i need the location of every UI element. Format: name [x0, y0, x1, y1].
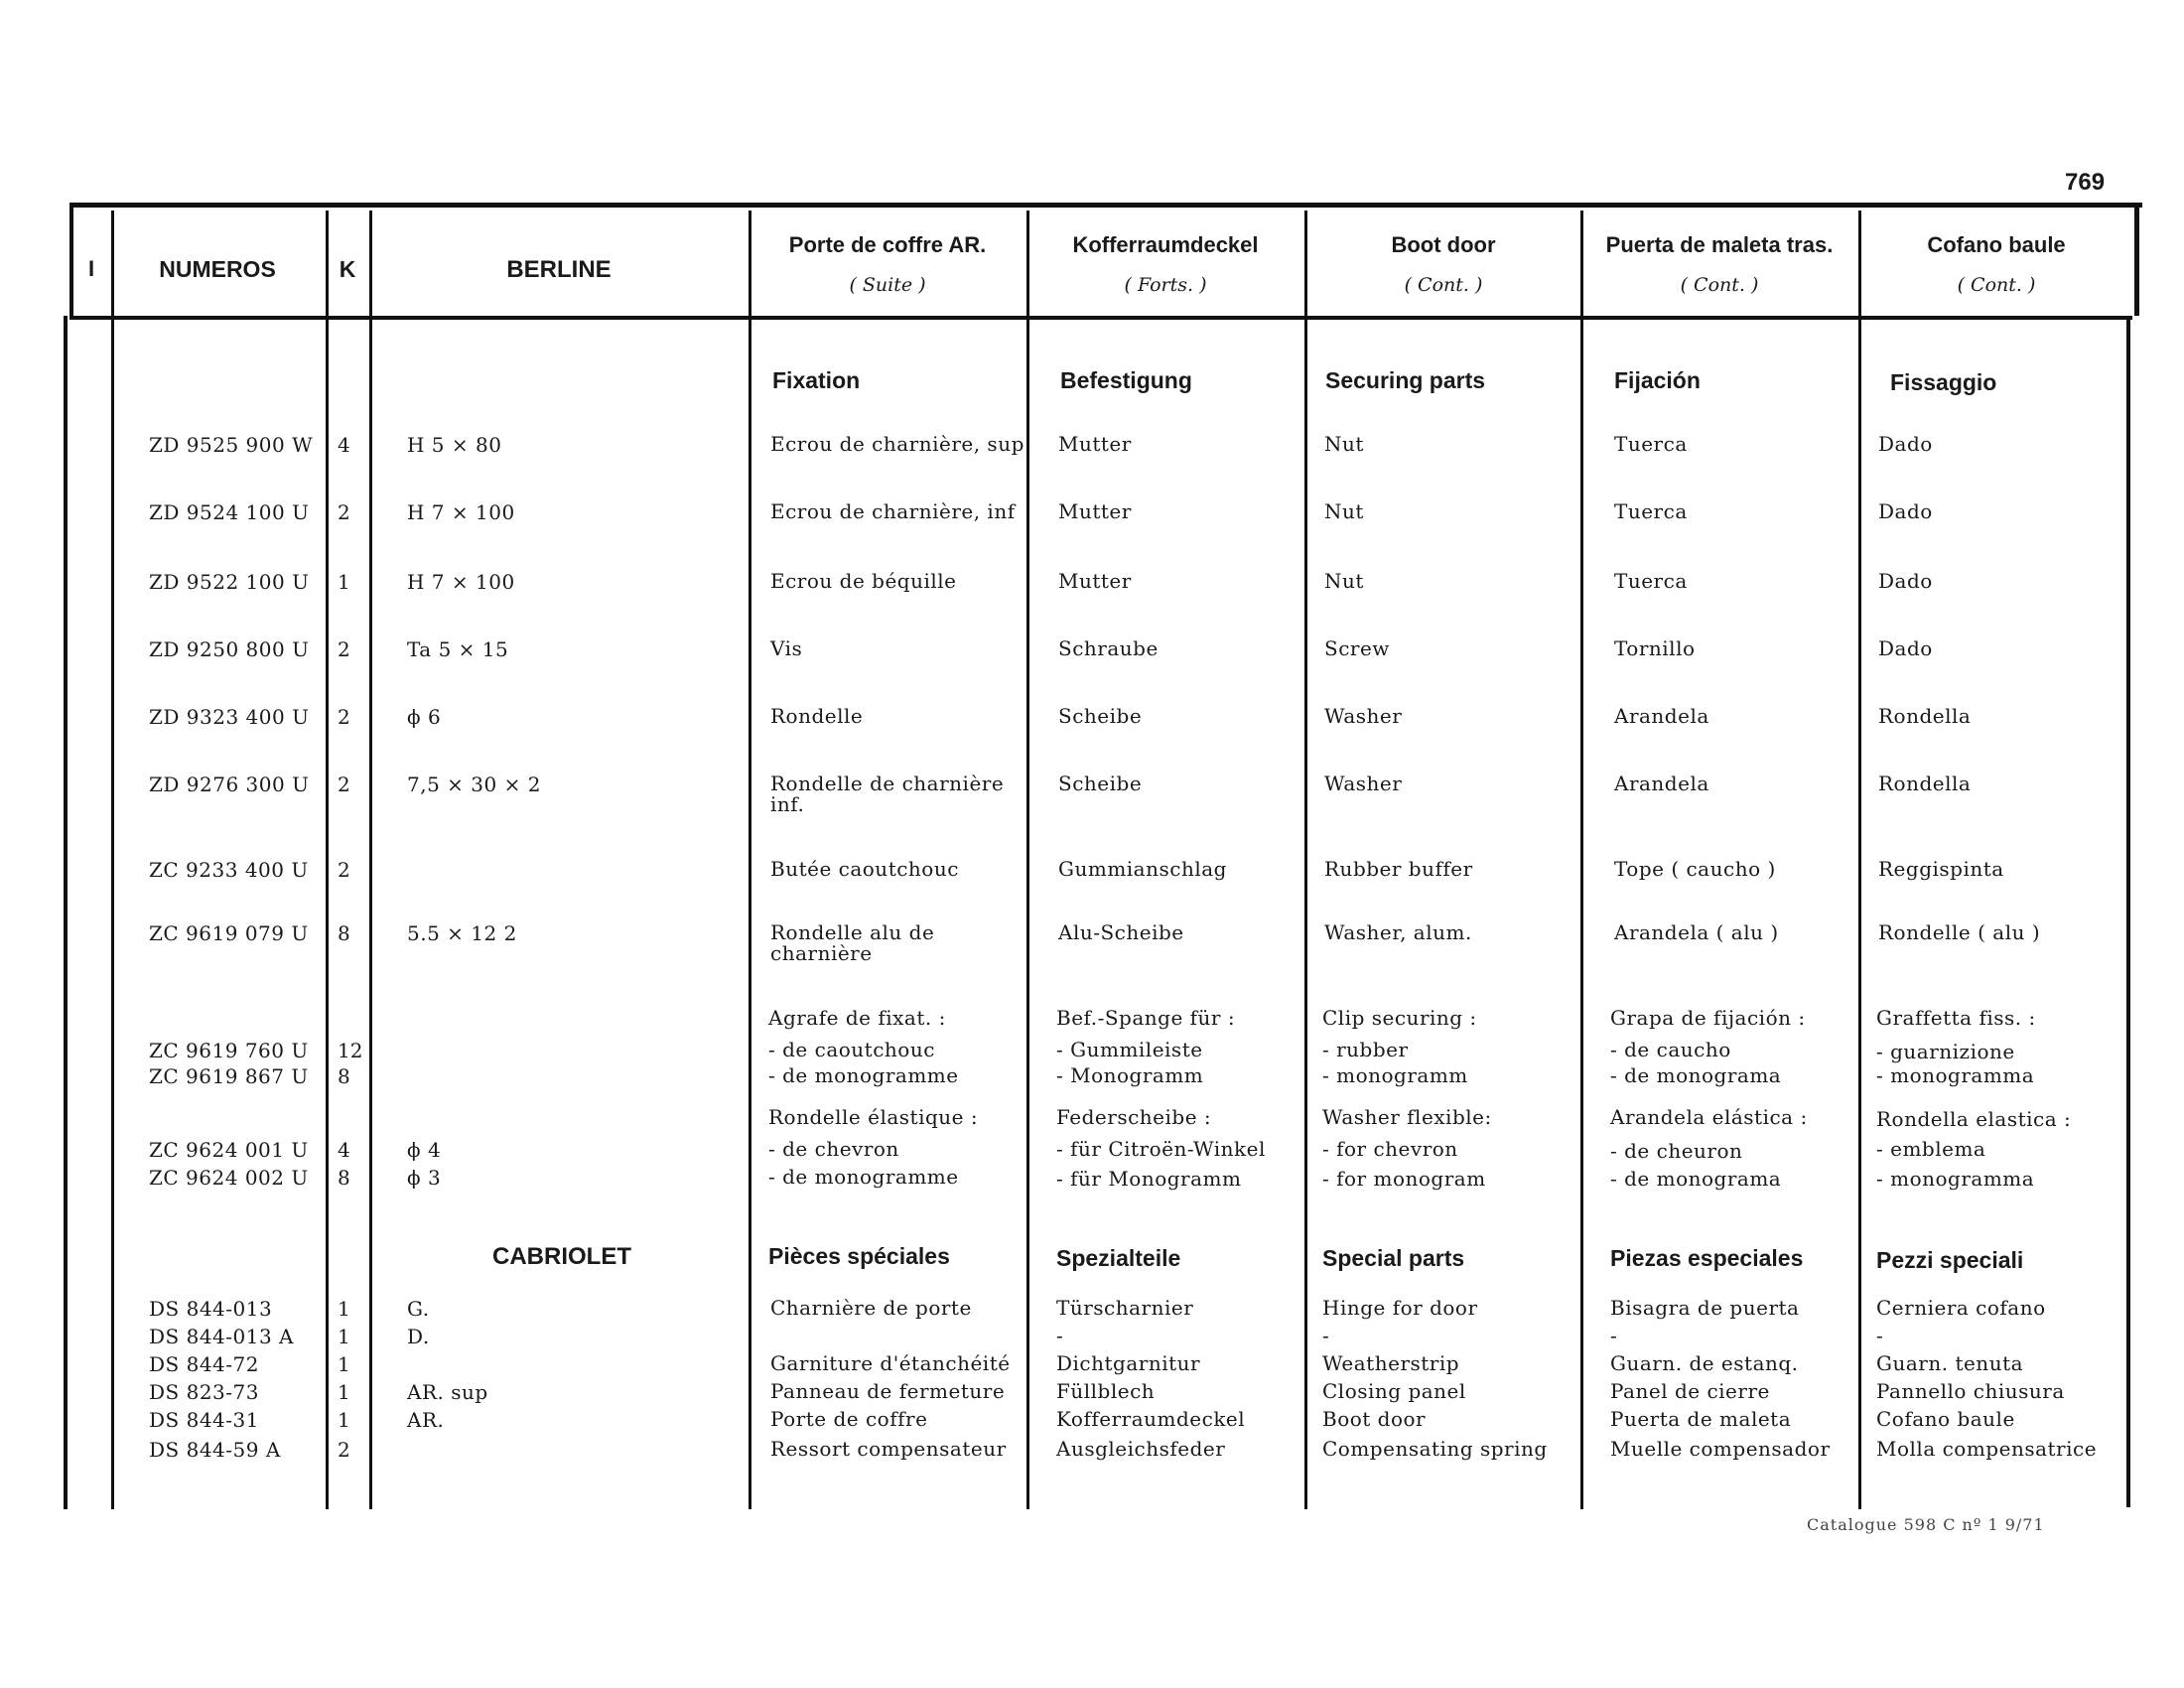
desc-en: - for chevron — [1322, 1137, 1458, 1161]
group-heading: Clip securing : — [1322, 1006, 1477, 1030]
quantity: 2 — [338, 773, 350, 796]
table-right-border — [2134, 203, 2139, 316]
desc-it: Dado — [1878, 569, 1933, 593]
desc-en: Rubber buffer — [1324, 857, 1473, 881]
header-lang-sub: ( Suite ) — [849, 274, 926, 296]
header-lang-title: Porte de coffre AR. — [788, 232, 987, 257]
quantity: 1 — [338, 1380, 350, 1404]
desc-es: Guarn. de estanq. — [1610, 1351, 1799, 1375]
desc-de: - für Monogramm — [1056, 1167, 1242, 1191]
desc-en: - monogramm — [1322, 1063, 1468, 1087]
desc-fr: Butée caoutchouc — [770, 857, 959, 881]
part-number: ZC 9624 002 U — [149, 1166, 309, 1190]
desc-es: Arandela — [1614, 704, 1709, 728]
desc-it: - — [1876, 1324, 1884, 1347]
desc-it: - monogramma — [1876, 1063, 2035, 1087]
header-k: K — [339, 256, 356, 282]
specification: 7,5 × 30 × 2 — [407, 773, 541, 796]
desc-fr: Ecrou de charnière, inf — [770, 499, 1016, 523]
quantity: 4 — [338, 433, 350, 457]
desc-en: - for monogram — [1322, 1167, 1486, 1191]
desc-de: Scheibe — [1058, 704, 1143, 728]
quantity: 1 — [338, 570, 350, 594]
column-divider — [1858, 211, 1861, 1509]
desc-en: Washer — [1324, 704, 1403, 728]
desc-de: Alu-Scheibe — [1058, 920, 1184, 944]
desc-en: Washer — [1324, 772, 1403, 795]
desc-fr: Garniture d'étanchéité — [770, 1351, 1011, 1375]
group-heading: Federscheibe : — [1056, 1105, 1212, 1129]
desc-es: - de monograma — [1610, 1063, 1782, 1087]
quantity: 8 — [338, 921, 350, 945]
specification: AR. sup — [407, 1380, 488, 1404]
desc-it: Cofano baule — [1876, 1407, 2015, 1431]
part-number: DS 823-73 — [149, 1380, 259, 1404]
desc-it: Pannello chiusura — [1876, 1379, 2065, 1403]
quantity: 2 — [338, 705, 350, 729]
quantity: 2 — [338, 500, 350, 524]
desc-it: Rondella — [1878, 704, 1972, 728]
quantity: 2 — [338, 637, 350, 661]
desc-es: Muelle compensador — [1610, 1437, 1831, 1461]
specification: ϕ 4 — [407, 1138, 442, 1162]
part-number: ZC 9619 079 U — [149, 921, 309, 945]
part-number: ZC 9619 760 U — [149, 1039, 309, 1062]
quantity: 1 — [338, 1352, 350, 1376]
desc-it: Dado — [1878, 636, 1933, 660]
section-heading: Fissaggio — [1890, 369, 1997, 395]
desc-de: - für Citroën-Winkel — [1056, 1137, 1266, 1161]
group-heading: Rondelle élastique : — [768, 1105, 979, 1129]
desc-fr: Vis — [770, 636, 803, 660]
desc-fr: Ecrou de béquille — [770, 569, 957, 593]
section-heading: Fixation — [772, 367, 861, 393]
desc-en: Boot door — [1322, 1407, 1427, 1431]
part-number: DS 844-31 — [149, 1408, 259, 1432]
group-heading: Rondella elastica : — [1876, 1107, 2072, 1131]
section-heading: Befestigung — [1060, 367, 1192, 393]
specification: AR. — [407, 1408, 445, 1432]
desc-en: Nut — [1324, 569, 1364, 593]
desc-fr: - de caoutchouc — [768, 1038, 935, 1061]
desc-fr: - de monogramme — [768, 1063, 959, 1087]
desc-it: Cerniera cofano — [1876, 1296, 2046, 1320]
desc-de: Ausgleichsfeder — [1056, 1437, 1226, 1461]
desc-it: Guarn. tenuta — [1876, 1351, 2024, 1375]
desc-es: Arandela ( alu ) — [1614, 920, 1779, 944]
specification: G. — [407, 1297, 430, 1321]
desc-it: Reggispinta — [1878, 857, 2004, 881]
group-heading: Washer flexible: — [1322, 1105, 1492, 1129]
section-heading: Securing parts — [1325, 367, 1486, 393]
desc-fr-continued: inf. — [770, 792, 805, 816]
specification: 5.5 × 12 2 — [407, 921, 517, 945]
desc-de: Türscharnier — [1056, 1296, 1194, 1320]
desc-es: - — [1610, 1324, 1618, 1347]
desc-en: Compensating spring — [1322, 1437, 1548, 1461]
specification: H 5 × 80 — [407, 433, 502, 457]
quantity: 4 — [338, 1138, 350, 1162]
quantity: 8 — [338, 1064, 350, 1088]
column-divider — [1580, 211, 1583, 1509]
section-heading: Pezzi speciali — [1876, 1247, 2024, 1273]
header-lang-sub: ( Cont. ) — [1957, 274, 2036, 296]
column-divider — [111, 211, 114, 1509]
column-divider — [1304, 211, 1307, 1509]
header-lang-title: Puerta de maleta tras. — [1605, 232, 1834, 257]
cabriolet-heading: CABRIOLET — [492, 1243, 631, 1270]
desc-de: - — [1056, 1324, 1064, 1347]
section-heading: Spezialteile — [1056, 1245, 1181, 1271]
part-number: ZC 9624 001 U — [149, 1138, 309, 1162]
header-numeros: NUMEROS — [159, 256, 276, 282]
desc-it: Rondella — [1878, 772, 1972, 795]
specification: Ta 5 × 15 — [407, 637, 509, 661]
part-number: ZC 9619 867 U — [149, 1064, 309, 1088]
desc-de: - Monogramm — [1056, 1063, 1204, 1087]
table-left-border — [64, 316, 68, 1509]
header-lang-title: Boot door — [1391, 232, 1496, 257]
part-number: ZD 9524 100 U — [149, 500, 310, 524]
group-heading: Arandela elástica : — [1610, 1105, 1808, 1129]
desc-it: - emblema — [1876, 1137, 1986, 1161]
column-divider — [1026, 211, 1029, 1509]
desc-it: Molla compensatrice — [1876, 1437, 2098, 1461]
desc-es: Panel de cierre — [1610, 1379, 1770, 1403]
header-lang-sub: ( Forts. ) — [1124, 274, 1207, 296]
part-number: DS 844-013 — [149, 1297, 273, 1321]
desc-es: Arandela — [1614, 772, 1709, 795]
specification: ϕ 6 — [407, 705, 442, 729]
desc-it: - guarnizione — [1876, 1040, 2015, 1063]
desc-fr: Rondelle — [770, 704, 864, 728]
header-col-i: I — [87, 256, 95, 281]
header-lang-sub: ( Cont. ) — [1680, 274, 1759, 296]
desc-es: Tornillo — [1614, 636, 1696, 660]
desc-fr: Rondelle de charnière — [770, 772, 1005, 795]
quantity: 1 — [338, 1408, 350, 1432]
desc-it: - monogramma — [1876, 1167, 2035, 1191]
desc-en: Screw — [1324, 636, 1390, 660]
group-heading: Grapa de fijación : — [1610, 1006, 1806, 1030]
specification: D. — [407, 1325, 430, 1348]
desc-es: Bisagra de puerta — [1610, 1296, 1800, 1320]
desc-de: - Gummileiste — [1056, 1038, 1203, 1061]
desc-it: Dado — [1878, 499, 1933, 523]
catalogue-footer: Catalogue 598 C nº 1 9/71 — [1807, 1515, 2045, 1534]
group-heading: Bef.-Spange für : — [1056, 1006, 1236, 1030]
group-heading: Agrafe de fixat. : — [768, 1006, 946, 1030]
desc-de: Gummianschlag — [1058, 857, 1227, 881]
section-heading: Pièces spéciales — [768, 1243, 950, 1269]
desc-de: Mutter — [1058, 569, 1132, 593]
part-number: DS 844-013 A — [149, 1325, 294, 1348]
quantity: 12 — [338, 1039, 363, 1062]
part-number: DS 844-72 — [149, 1352, 259, 1376]
section-heading: Special parts — [1322, 1245, 1465, 1271]
table-top-rule — [69, 203, 2142, 208]
desc-es: Tuerca — [1614, 499, 1688, 523]
quantity: 2 — [338, 1438, 350, 1462]
desc-it: Dado — [1878, 432, 1933, 456]
part-number: ZD 9323 400 U — [149, 705, 310, 729]
section-heading: Piezas especiales — [1610, 1245, 1804, 1271]
group-heading: Graffetta fiss. : — [1876, 1006, 2036, 1030]
part-number: ZD 9525 900 W — [149, 433, 314, 457]
quantity: 1 — [338, 1325, 350, 1348]
desc-es: Tope ( caucho ) — [1614, 857, 1776, 881]
header-lang-sub: ( Cont. ) — [1404, 274, 1483, 296]
table-left-border — [69, 203, 73, 316]
desc-de: Dichtgarnitur — [1056, 1351, 1201, 1375]
part-number: ZD 9250 800 U — [149, 637, 310, 661]
desc-fr: Rondelle alu de — [770, 920, 935, 944]
header-lang-title: Cofano baule — [1927, 232, 2066, 257]
specification: H 7 × 100 — [407, 500, 515, 524]
desc-fr: Charnière de porte — [770, 1296, 972, 1320]
part-number: ZC 9233 400 U — [149, 858, 309, 882]
desc-en: - rubber — [1322, 1038, 1409, 1061]
part-number: DS 844-59 A — [149, 1438, 281, 1462]
desc-es: Puerta de maleta — [1610, 1407, 1792, 1431]
column-divider — [326, 211, 329, 1509]
desc-en: - — [1322, 1324, 1330, 1347]
desc-es: - de monograma — [1610, 1167, 1782, 1191]
desc-fr: Ecrou de charnière, sup — [770, 432, 1024, 456]
section-heading: Fijación — [1614, 367, 1701, 393]
desc-fr: - de monogramme — [768, 1165, 959, 1189]
desc-de: Scheibe — [1058, 772, 1143, 795]
desc-es: Tuerca — [1614, 569, 1688, 593]
desc-de: Mutter — [1058, 432, 1132, 456]
desc-de: Kofferraumdeckel — [1056, 1407, 1246, 1431]
page-number: 769 — [2065, 169, 2106, 196]
specification: ϕ 3 — [407, 1166, 442, 1190]
column-divider — [369, 211, 372, 1509]
desc-fr: Porte de coffre — [770, 1407, 928, 1431]
quantity: 2 — [338, 858, 350, 882]
table-header-rule — [69, 316, 2132, 320]
desc-de: Füllblech — [1056, 1379, 1156, 1403]
table-right-border — [2126, 316, 2130, 1507]
desc-en: Weatherstrip — [1322, 1351, 1460, 1375]
desc-en: Hinge for door — [1322, 1296, 1478, 1320]
desc-es: - de cheuron — [1610, 1139, 1743, 1163]
quantity: 1 — [338, 1297, 350, 1321]
desc-fr: Panneau de fermeture — [770, 1379, 1006, 1403]
desc-de: Mutter — [1058, 499, 1132, 523]
column-divider — [749, 211, 751, 1509]
desc-fr: Ressort compensateur — [770, 1437, 1007, 1461]
desc-en: Nut — [1324, 499, 1364, 523]
desc-fr: - de chevron — [768, 1137, 899, 1161]
desc-en: Closing panel — [1322, 1379, 1466, 1403]
part-number: ZD 9522 100 U — [149, 570, 310, 594]
part-number: ZD 9276 300 U — [149, 773, 310, 796]
specification: H 7 × 100 — [407, 570, 515, 594]
desc-en: Washer, alum. — [1324, 920, 1472, 944]
header-lang-title: Kofferraumdeckel — [1072, 232, 1259, 257]
desc-de: Schraube — [1058, 636, 1159, 660]
quantity: 8 — [338, 1166, 350, 1190]
desc-en: Nut — [1324, 432, 1364, 456]
desc-fr-continued: charnière — [770, 941, 873, 965]
desc-it: Rondelle ( alu ) — [1878, 920, 2041, 944]
desc-es: - de caucho — [1610, 1038, 1731, 1061]
header-berline: BERLINE — [506, 256, 612, 283]
desc-es: Tuerca — [1614, 432, 1688, 456]
